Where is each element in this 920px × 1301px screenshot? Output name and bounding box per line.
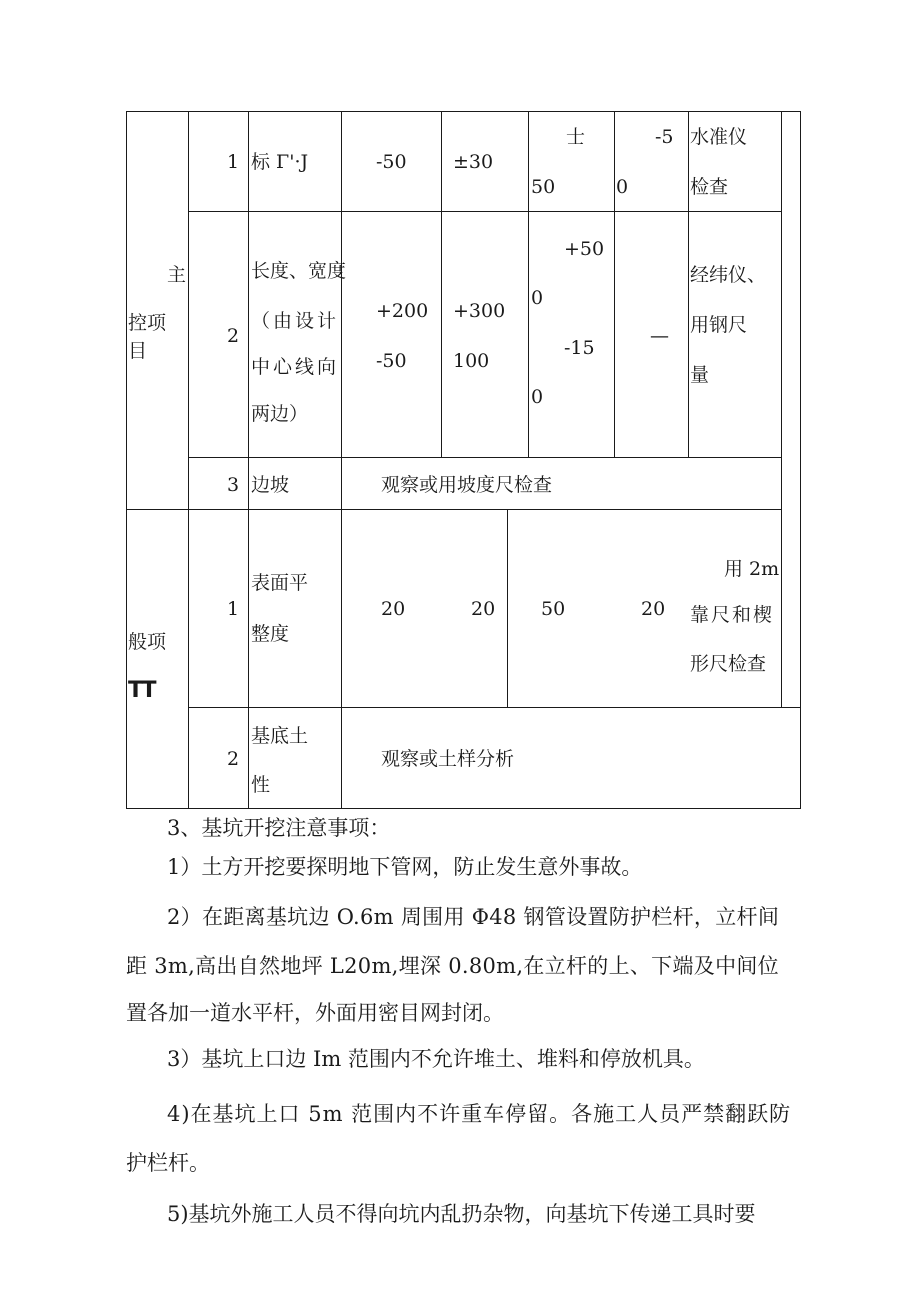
value-4-line-2: 0 [616,176,629,198]
col-line-no [248,111,249,809]
method-line-1: 水准仪 [690,126,748,148]
main-group-label-1: 主 [167,264,187,286]
row-line-2 [188,457,781,458]
col-line-item [341,111,342,809]
table-border-right [800,111,801,809]
general-group-label-1: 般项 [128,631,167,653]
method: 观察或土样分析 [381,748,515,770]
item-name: 标 Γ'·J [251,151,309,173]
col-line-flatness [507,509,508,707]
method: 观察或用坡度尺检查 [381,474,553,496]
row-line-group [126,509,781,510]
table-inner-right-line [781,111,782,707]
value-4: 20 [641,598,666,620]
value-2: 20 [471,598,496,620]
paragraph-2-line-3: 置各加一道水平杆，外面用密目网封闭。 [126,1001,504,1025]
value-1-line-2: -50 [376,350,407,372]
item-name-line-2: 性 [251,774,271,796]
paragraph-3: 3）基坑上口边 Im 范围内不允许堆土、堆料和停放机具。 [167,1047,705,1071]
method-line-2: 靠尺和楔 [690,604,775,626]
main-group-label-2: 控项 [128,312,167,334]
value-3: 50 [541,598,566,620]
col-line-v3 [614,111,615,457]
table-border-left [126,111,127,809]
item-name-line-3: 中心线向 [251,356,340,378]
row-number: 1 [227,598,240,620]
paragraph-4-line-2: 护栏杆。 [126,1151,210,1175]
row-line-4 [188,707,800,708]
table-border-top [126,111,800,112]
table-border-bottom [126,808,800,809]
item-name-line-2: 整度 [251,623,290,645]
method-line-1: 经纬仪、 [690,264,767,286]
row-number: 2 [227,748,240,770]
item-name-line-1: 表面平 [251,572,309,594]
general-group-label-2: TT [128,678,155,703]
value-3-line-1: 士 [566,126,586,148]
value-4-line-1: -5 [655,126,674,148]
col-line-v1 [441,111,442,457]
value-2-line-1: +300 [453,300,506,322]
method-line-1: 用 2m [724,558,780,580]
value-1: 20 [381,598,406,620]
value-1: -50 [376,151,407,173]
paragraph-4-line-1: 4)在基坑上口 5m 范围内不许重车停留。各施工人员严禁翻跃防 [167,1102,792,1126]
value-3-line-1: +50 [564,238,605,260]
item-name-line-2: （由设计 [251,310,340,332]
paragraph-2-line-1: 2）在距离基坑边 O.6m 周围用 Φ48 钢管设置防护栏杆，立杆间 [167,905,780,929]
value-1-line-1: +200 [376,300,429,322]
value-3-line-3: -15 [564,337,595,359]
method-line-3: 形尺检查 [690,653,767,675]
row-number: 2 [227,325,240,347]
value-3-line-2: 0 [531,287,544,309]
value-4: — [650,325,669,347]
method-line-2: 用钢尺 [690,314,748,336]
method-line-3: 量 [690,364,710,386]
item-name: 边坡 [251,474,290,496]
col-line-v2 [528,111,529,457]
item-name-line-1: 基底土 [251,725,309,747]
paragraph-1: 1）土方开挖要探明地下管网，防止发生意外事故。 [167,855,643,879]
section-heading: 3、基坑开挖注意事项： [167,816,391,840]
item-name-line-1: 长度、宽度 [251,260,347,282]
col-line-group [188,111,189,809]
value-2: ±30 [453,151,494,173]
main-group-label-3: 目 [128,340,148,362]
item-name-line-4: 两边） [251,403,309,425]
value-2-line-2: 100 [453,350,490,372]
paragraph-2-line-2: 距 3m,高出自然地坪 L20m,埋深 0.80m,在立杆的上、下端及中间位 [126,954,779,978]
paragraph-5: 5)基坑外施工人员不得向坑内乱扔杂物，向基坑下传递工具时要 [167,1202,756,1226]
method-line-2: 检查 [690,176,729,198]
row-line-1 [188,211,781,212]
value-3-line-4: 0 [531,386,544,408]
row-number: 1 [227,151,240,173]
value-3-line-2: 50 [531,176,556,198]
col-line-v4 [688,111,689,457]
row-number: 3 [227,474,240,496]
